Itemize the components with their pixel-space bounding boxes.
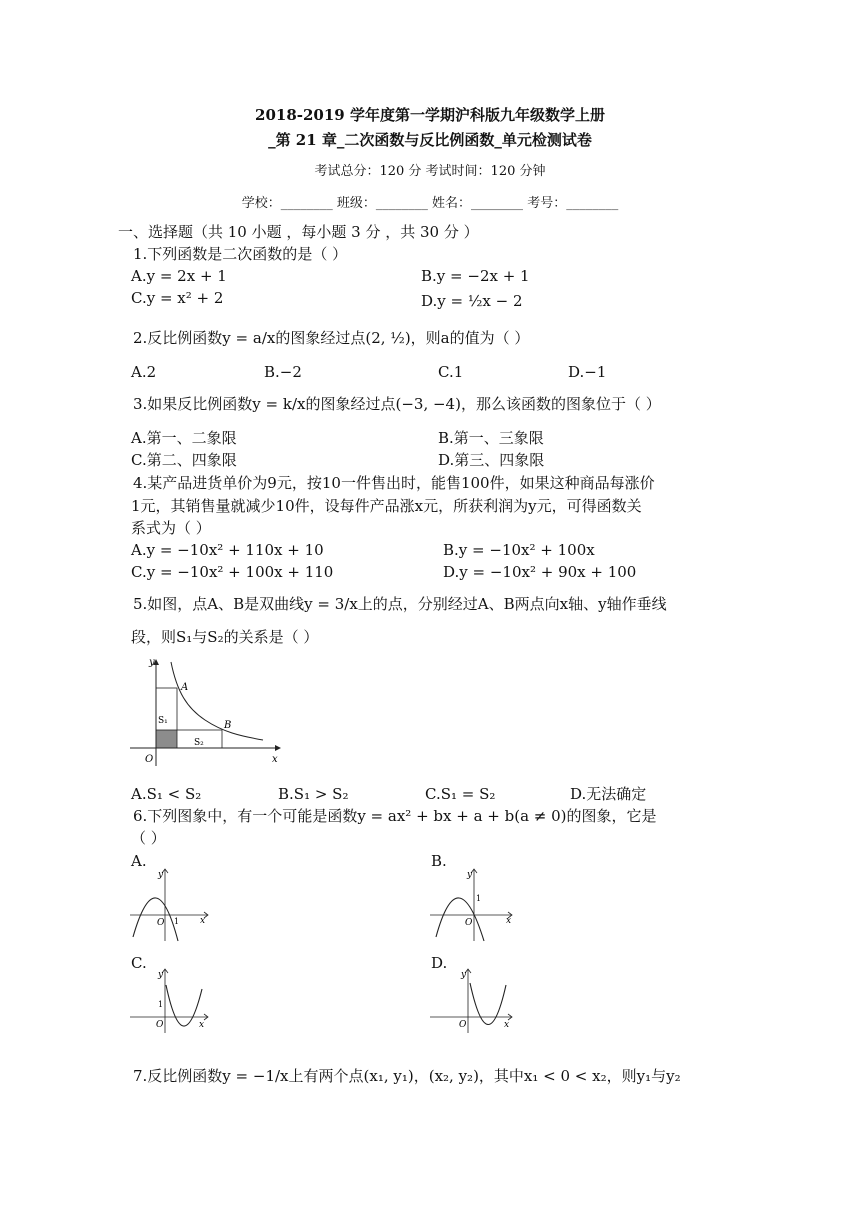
q5-option-d: D.无法确定 — [570, 785, 647, 803]
q4-option-b: B.y = −10x² + 100x — [443, 541, 595, 559]
q3-option-c: C.第二、四象限 — [131, 451, 237, 469]
svg-text:1: 1 — [174, 917, 180, 926]
fig-point-a-label: A — [181, 682, 189, 693]
q2-option-c: C.1 — [438, 363, 464, 381]
q6-graph-c — [128, 965, 213, 1035]
q6-graph-a — [128, 865, 213, 945]
q6-stem-line1: 6.下列图象中，有一个可能是函数y = ax² + bx + a + b(a ≠ 0)的图象，它是 — [133, 807, 657, 825]
section-heading: 一、选择题（共 10 小题 ，每小题 3 分 ，共 30 分 ） — [118, 223, 479, 241]
q3-option-a: A.第一、二象限 — [131, 429, 237, 447]
q1-option-a: A.y = 2x + 1 — [131, 267, 227, 285]
q5-option-c: C.S₁ = S₂ — [425, 785, 496, 803]
svg-text:O: O — [465, 918, 473, 928]
q3-stem: 3.如果反比例函数y = k/x的图象经过点(−3, −4)，那么该函数的图象位于（ ） — [133, 395, 661, 413]
q5-option-b: B.S₁ > S₂ — [278, 785, 349, 803]
page-title-line2: _第 21 章_二次函数与反比例函数_单元检测试卷 — [268, 131, 592, 149]
fig-point-b-label: B — [224, 720, 232, 731]
q2-option-a: A.2 — [131, 363, 157, 381]
q4-stem-line3: 系式为（ ） — [131, 519, 211, 537]
svg-text:1: 1 — [158, 1000, 164, 1009]
svg-text:y: y — [158, 870, 164, 880]
q6-graph-b — [428, 865, 518, 945]
svg-text:y: y — [461, 970, 467, 980]
q4-stem-line2: 1元，其销售量就减少10件，设每件产品涨x元，所获利润为y元，可得函数关 — [131, 497, 642, 515]
q1-option-c: C.y = x² + 2 — [131, 289, 224, 307]
svg-text:y: y — [158, 970, 164, 980]
svg-text:1: 1 — [476, 894, 482, 903]
shaded-overlap — [156, 730, 177, 748]
q2-option-b: B.−2 — [264, 363, 302, 381]
q7-stem: 7.反比例函数y = −1/x上有两个点(x₁, y₁)，(x₂, y₂)，其中x₁ < 0 < x₂，则y₁与y₂ — [133, 1067, 681, 1085]
hyperbola-curve — [171, 662, 263, 740]
q6-label-a: A. — [131, 852, 147, 870]
fig-x-label: x — [272, 754, 278, 765]
svg-text:x: x — [504, 1020, 510, 1030]
q6-label-b: B. — [431, 852, 447, 870]
fig-y-label: y — [149, 657, 155, 668]
q3-option-b: B.第一、三象限 — [438, 429, 544, 447]
svg-text:x: x — [200, 916, 206, 926]
q6-stem-line2: （ ） — [131, 829, 166, 847]
svg-text:y: y — [467, 870, 473, 880]
q1-stem: 1.下列函数是二次函数的是（ ） — [133, 245, 348, 263]
svg-text:O: O — [156, 1020, 164, 1030]
q2-option-d: D.−1 — [568, 363, 607, 381]
q1-option-b: B.y = −2x + 1 — [421, 267, 530, 285]
q4-option-c: C.y = −10x² + 100x + 110 — [131, 563, 334, 581]
svg-text:O: O — [459, 1020, 467, 1030]
q4-stem-line1: 4.某产品进货单价为9元，按10一件售出时，能售100件，如果这种商品每涨价 — [133, 474, 655, 492]
svg-text:x: x — [199, 1020, 205, 1030]
q4-option-a: A.y = −10x² + 110x + 10 — [131, 541, 324, 559]
student-info: 学校：________ 班级：________ 姓名：________ 考号：________ — [241, 196, 619, 211]
svg-text:O: O — [157, 918, 165, 928]
q6-graph-d — [428, 965, 518, 1035]
q6-label-d: D. — [431, 954, 448, 972]
q3-option-d: D.第三、四象限 — [438, 451, 545, 469]
fig-s2-label: S₂ — [194, 738, 204, 748]
q1-option-d: D.y = ½x − 2 — [421, 292, 523, 310]
exam-info: 考试总分：120 分 考试时间：120 分钟 — [314, 164, 546, 179]
fig-origin-label: O — [145, 754, 154, 765]
q2-stem: 2.反比例函数y = a/x的图象经过点(2, ½)，则a的值为（ ） — [133, 329, 530, 347]
q5-figure — [125, 652, 285, 770]
q4-option-d: D.y = −10x² + 90x + 100 — [443, 563, 637, 581]
q5-option-a: A.S₁ < S₂ — [131, 785, 202, 803]
page-title-line1: 2018-2019 学年度第一学期沪科版九年级数学上册 — [255, 106, 605, 124]
q5-stem-line2: 段，则S₁与S₂的关系是（ ） — [131, 628, 319, 646]
fig-s1-label: S₁ — [158, 716, 168, 726]
svg-text:x: x — [506, 916, 512, 926]
q5-stem-line1: 5.如图，点A、B是双曲线y = 3/x上的点，分别经过A、B两点向x轴、y轴作垂线 — [133, 595, 667, 613]
q6-label-c: C. — [131, 954, 147, 972]
